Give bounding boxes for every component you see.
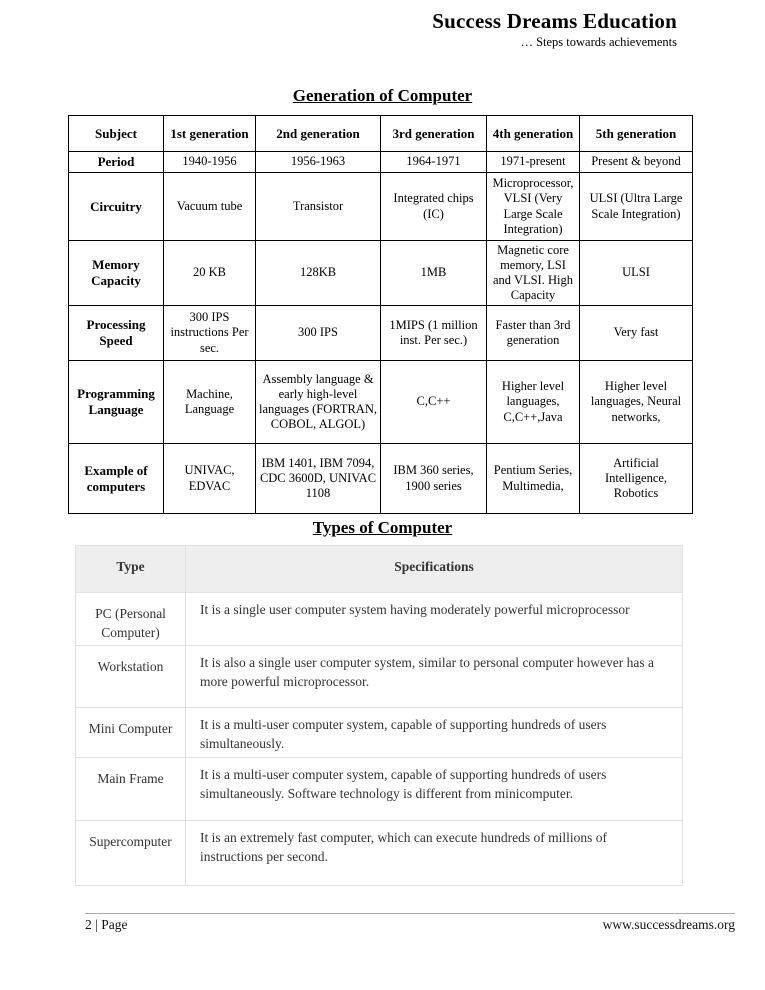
row-label-period: Period bbox=[69, 152, 164, 173]
cell-memory-5th: ULSI bbox=[580, 241, 693, 306]
table-row-processing-speed bbox=[69, 306, 693, 361]
cell-language-3rd: C,C++ bbox=[381, 361, 487, 444]
cell-circuitry-1st: Vacuum tube bbox=[164, 173, 256, 241]
spec-mini-computer: It is a multi-user computer system, capable of supporting hundreds of users simultaneously. bbox=[186, 708, 683, 758]
spec-supercomputer: It is an extremely fast computer, which can execute hundreds of millions of instructions per second. bbox=[186, 821, 683, 886]
page-footer bbox=[85, 913, 735, 933]
brand-tagline: … Steps towards achievements bbox=[520, 35, 677, 49]
col-header-1st-generation: 1st generation bbox=[164, 116, 256, 152]
type-label-workstation: Workstation bbox=[76, 646, 186, 708]
table-row-main-frame bbox=[76, 758, 683, 821]
cell-period-4th: 1971-present bbox=[487, 152, 580, 173]
table-row-programming-language bbox=[69, 361, 693, 444]
type-label-pc: PC (Personal Computer) bbox=[76, 593, 186, 646]
cell-memory-2nd: 128KB bbox=[256, 241, 381, 306]
cell-language-4th: Higher level languages, C,C++,Java bbox=[487, 361, 580, 444]
cell-example-3rd: IBM 360 series, 1900 series bbox=[381, 444, 487, 514]
cell-example-5th: Artificial Intelligence, Robotics bbox=[580, 444, 693, 514]
cell-example-1st: UNIVAC, EDVAC bbox=[164, 444, 256, 514]
spec-main-frame: It is a multi-user computer system, capable of supporting hundreds of users simultaneously. Software technology is different from minicomputer. bbox=[186, 758, 683, 821]
col-header-4th-generation: 4th generation bbox=[487, 116, 580, 152]
types-section-title: Types of Computer bbox=[312, 518, 453, 537]
cell-circuitry-5th: ULSI (Ultra Large Scale Integration) bbox=[580, 173, 693, 241]
table-row-example-of-computers bbox=[69, 444, 693, 514]
table-row-workstation bbox=[76, 646, 683, 708]
col-header-3rd-generation: 3rd generation bbox=[381, 116, 487, 152]
cell-circuitry-2nd: Transistor bbox=[256, 173, 381, 241]
spec-workstation: It is also a single user computer system, similar to personal computer however has a more powerful microprocessor. bbox=[186, 646, 683, 708]
cell-speed-1st: 300 IPS instructions Per sec. bbox=[164, 306, 256, 361]
table-row-circuitry bbox=[69, 173, 693, 241]
col-header-5th-generation: 5th generation bbox=[580, 116, 693, 152]
table-row-supercomputer bbox=[76, 821, 683, 886]
row-label-programming-language: Programming Language bbox=[69, 361, 164, 444]
website-url: www.successdreams.org bbox=[602, 917, 735, 932]
generation-header-row bbox=[69, 116, 693, 152]
cell-language-2nd: Assembly language & early high-level languages (FORTRAN, COBOL, ALGOL) bbox=[256, 361, 381, 444]
brand-title: Success Dreams Education bbox=[432, 9, 677, 33]
cell-example-2nd: IBM 1401, IBM 7094, CDC 3600D, UNIVAC 1108 bbox=[256, 444, 381, 514]
cell-period-2nd: 1956-1963 bbox=[256, 152, 381, 173]
generation-section-title: Generation of Computer bbox=[292, 86, 473, 105]
types-table bbox=[75, 545, 683, 886]
cell-period-1st: 1940-1956 bbox=[164, 152, 256, 173]
cell-language-5th: Higher level languages, Neural networks, bbox=[580, 361, 693, 444]
type-label-mini-computer: Mini Computer bbox=[76, 708, 186, 758]
col-header-subject: Subject bbox=[69, 116, 164, 152]
cell-memory-1st: 20 KB bbox=[164, 241, 256, 306]
cell-period-3rd: 1964-1971 bbox=[381, 152, 487, 173]
cell-speed-3rd: 1MIPS (1 million inst. Per sec.) bbox=[381, 306, 487, 361]
cell-memory-3rd: 1MB bbox=[381, 241, 487, 306]
cell-period-5th: Present & beyond bbox=[580, 152, 693, 173]
generation-table bbox=[68, 115, 693, 514]
row-label-circuitry: Circuitry bbox=[69, 173, 164, 241]
row-label-example-of-computers: Example of computers bbox=[69, 444, 164, 514]
row-label-processing-speed: Processing Speed bbox=[69, 306, 164, 361]
cell-language-1st: Machine, Language bbox=[164, 361, 256, 444]
cell-circuitry-3rd: Integrated chips (IC) bbox=[381, 173, 487, 241]
table-row-mini-computer bbox=[76, 708, 683, 758]
cell-speed-2nd: 300 IPS bbox=[256, 306, 381, 361]
table-row-pc bbox=[76, 593, 683, 646]
letterhead bbox=[0, 0, 677, 50]
cell-example-4th: Pentium Series, Multimedia, bbox=[487, 444, 580, 514]
table-row-period bbox=[69, 152, 693, 173]
col-header-2nd-generation: 2nd generation bbox=[256, 116, 381, 152]
spec-pc: It is a single user computer system having moderately powerful microprocessor bbox=[186, 593, 683, 646]
page-number-label: 2 | Page bbox=[85, 917, 128, 932]
col-header-type: Type bbox=[76, 546, 186, 593]
cell-speed-5th: Very fast bbox=[580, 306, 693, 361]
types-header-row bbox=[76, 546, 683, 593]
type-label-supercomputer: Supercomputer bbox=[76, 821, 186, 886]
type-label-main-frame: Main Frame bbox=[76, 758, 186, 821]
table-row-memory-capacity bbox=[69, 241, 693, 306]
cell-memory-4th: Magnetic core memory, LSI and VLSI. High Capacity bbox=[487, 241, 580, 306]
row-label-memory-capacity: Memory Capacity bbox=[69, 241, 164, 306]
col-header-specifications: Specifications bbox=[186, 546, 683, 593]
cell-circuitry-4th: Microprocessor, VLSI (Very Large Scale Integration) bbox=[487, 173, 580, 241]
cell-speed-4th: Faster than 3rd generation bbox=[487, 306, 580, 361]
